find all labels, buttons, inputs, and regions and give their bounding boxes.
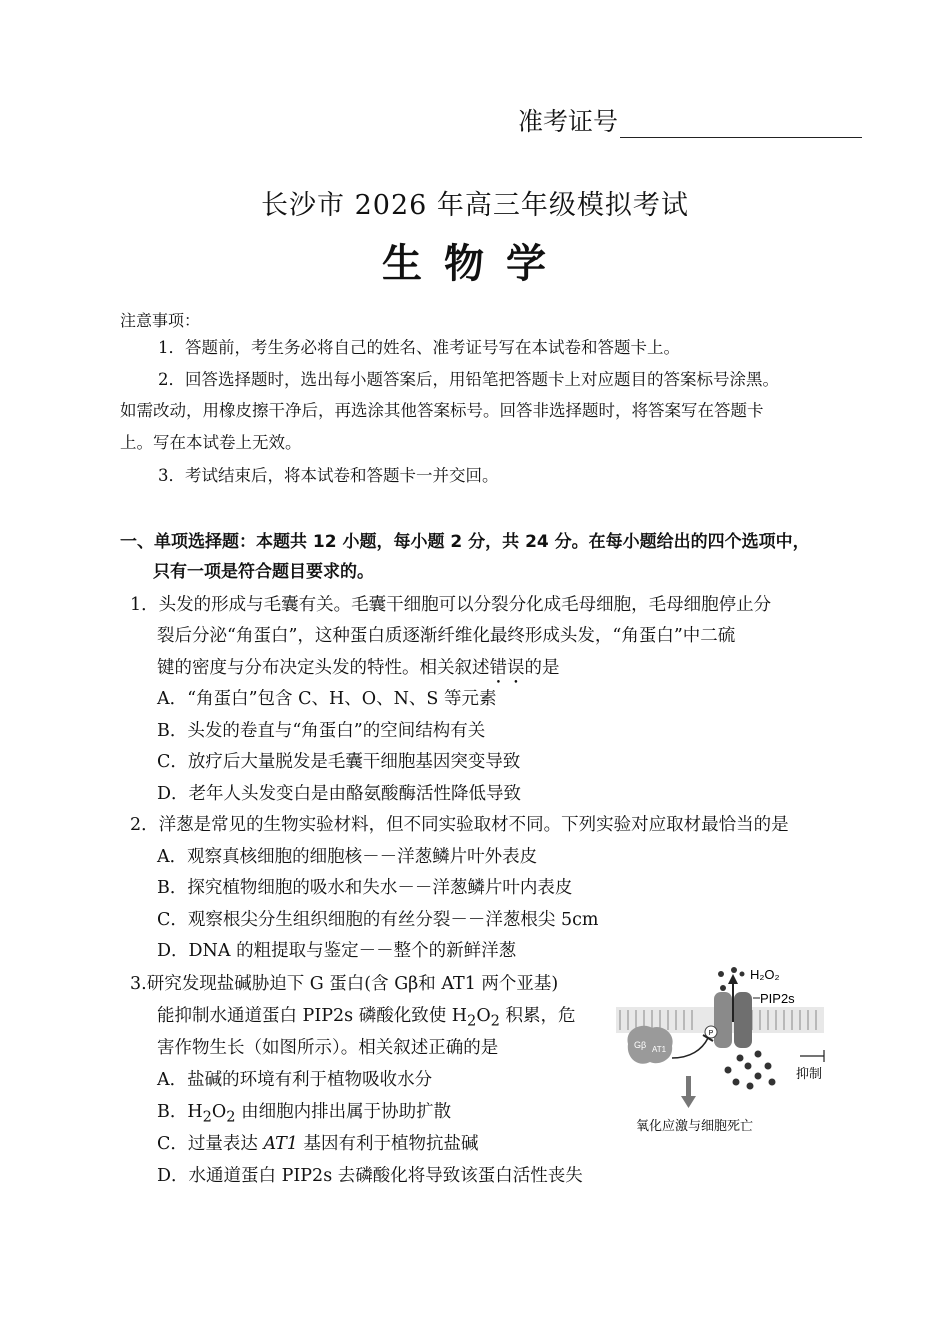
q3-stem-text: O [476,1006,491,1026]
inhibition-arc [672,1038,708,1058]
q1-stem-line-1: 1．头发的形成与毛囊有关。毛囊干细胞可以分裂分化成毛母细胞，毛母细胞停止分 [130,595,772,615]
q1-stem-end: 的是 [524,658,560,678]
gbeta-label: Gβ [634,1040,647,1050]
note-item-1: 1．答题前，考生务必将自己的姓名、准考证号写在本试卷和答题卡上。 [158,338,680,357]
exam-id-field [518,102,862,138]
g-protein-figure [610,962,840,1142]
q3-stem-text: 积累，危 [499,1006,576,1026]
down-arrow-shaft [686,1076,691,1098]
q1-stem-line-2: 裂后分泌“角蛋白”，这种蛋白质逐渐纤维化最终形成头发，“角蛋白”中二硫 [157,626,736,646]
pip2s-label: PIP2s [760,991,795,1006]
q1-emphasis-word: 错误 [489,658,525,678]
exam-id-blank[interactable] [620,113,862,138]
exam-title: 长沙市 2026 年高三年级模拟考试 [261,190,689,221]
h2o2-label: H₂O₂ [750,967,780,982]
section-1-heading-line-1: 一、单项选择题：本题共 12 小题，每小题 2 分，共 24 分。在每小题给出的四个选项中， [120,532,810,552]
q2-option-b: B．探究植物细胞的吸水和失水－－洋葱鳞片叶内表皮 [157,878,573,898]
subscript: 2 [467,1012,477,1030]
note-item-2-line-3: 上。写在本试卷上无效。 [120,433,302,452]
down-arrow-head [681,1096,696,1108]
q3-option-c [157,1128,479,1160]
subscript: 2 [226,1108,236,1126]
q2-option-a: A．观察真核细胞的细胞核－－洋葱鳞片叶外表皮 [157,847,538,867]
note-item-2-line-2: 如需改动，用橡皮擦干净后，再选涂其他答案标号。回答非选择题时，将答案写在答题卡 [120,401,764,420]
q3-stem-line-3: 害作物生长（如图所示）。相关叙述正确的是 [157,1038,499,1058]
option-text: 由细胞内排出属于协助扩散 [235,1102,452,1122]
subscript: 2 [202,1108,212,1126]
section-1-heading-line-2: 只有一项是符合题目要求的。 [153,562,374,582]
g-protein [627,1026,672,1064]
inhibit-legend [796,1050,824,1082]
q1-option-c: C．放疗后大量脱发是毛囊干细胞基因突变导致 [157,752,521,772]
figure-caption: 氧化应激与细胞死亡 [636,1119,754,1134]
q3-stem-text: 能抑制水通道蛋白 PIP2s 磷酸化致使 H [157,1006,468,1026]
q2-option-c: C．观察根尖分生组织细胞的有丝分裂－－洋葱根尖 5cm [157,910,599,930]
option-text: 基因有利于植物抗盐碱 [297,1134,479,1154]
q1-option-a: A．“角蛋白”包含 C、H、O、N、S 等元素 [157,689,497,709]
exam-id-label: 准考证号 [518,107,619,136]
pip2s-channel [714,974,752,1048]
q3-option-d: D．水通道蛋白 PIP2s 去磷酸化将导致该蛋白活性丧失 [157,1166,583,1186]
gene-name: AT1 [263,1134,298,1154]
option-text: C．过量表达 [157,1134,264,1154]
q3-stem-line-1: 3.研究发现盐碱胁迫下 G 蛋白(含 Gβ和 AT1 两个亚基) [130,974,559,994]
inhibit-label: 抑制 [796,1067,823,1082]
q1-option-d: D．老年人头发变白是由酪氨酸酶活性降低导致 [157,784,522,804]
option-text: O [211,1102,227,1122]
note-item-2-line-1: 2．回答选择题时，选出每小题答案后，用铅笔把答题卡上对应题目的答案标号涂黑。 [158,370,779,389]
q3-option-a: A．盐碱的环境有利于植物吸收水分 [157,1070,433,1090]
q2-option-d: D．DNA 的粗提取与鉴定－－整个的新鲜洋葱 [157,941,517,961]
q1-stem-text: 键的密度与分布决定头发的特性。相关叙述 [157,658,490,678]
q2-stem: 2．洋葱是常见的生物实验材料，但不同实验取材不同。下列实验对应取材最恰当的是 [130,815,789,835]
phosphate-label: P [708,1030,714,1037]
h2o2-legend [740,967,780,982]
note-item-3: 3．考试结束后，将本试卷和答题卡一并交回。 [158,466,499,485]
subject-title: 生物学 [382,241,568,287]
subscript: 2 [490,1012,500,1030]
notes-heading: 注意事项： [120,311,201,330]
q1-option-b: B．头发的卷直与“角蛋白”的空间结构有关 [157,721,486,741]
at1-label: AT1 [652,1045,667,1054]
option-text: B．H [157,1102,203,1122]
